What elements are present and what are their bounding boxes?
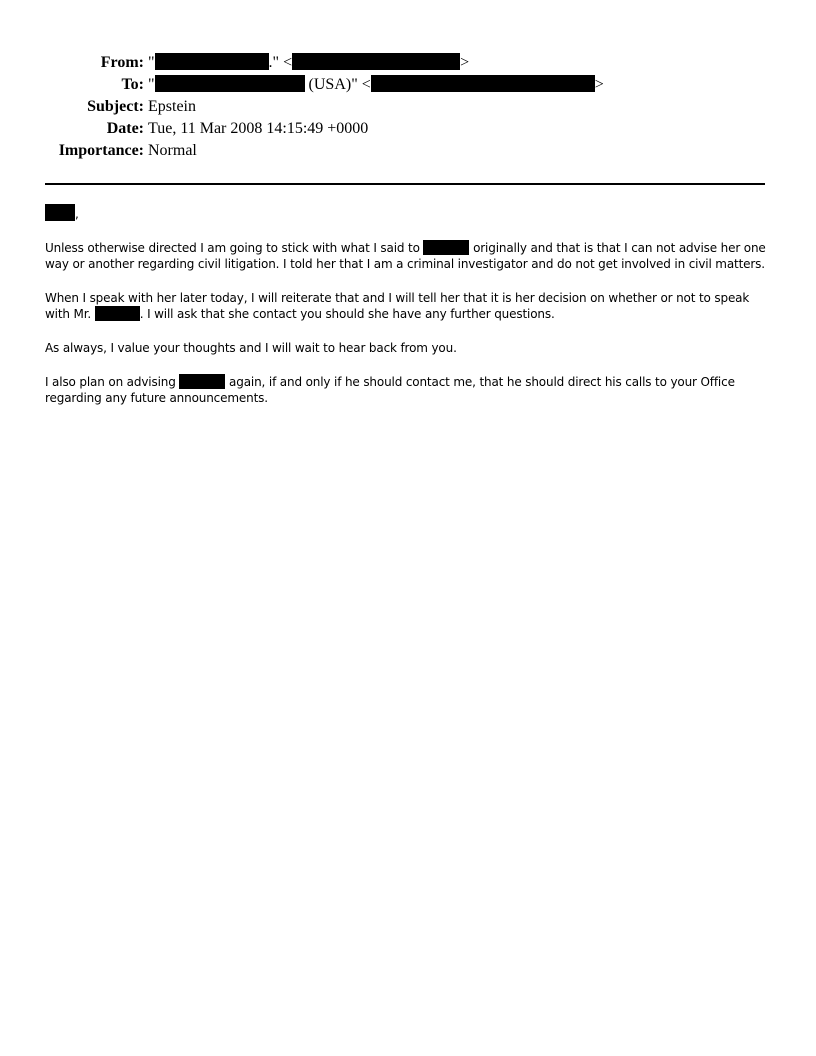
to-end: > xyxy=(594,76,604,93)
importance-row xyxy=(0,140,816,162)
greeting xyxy=(45,204,773,222)
greeting-comma: , xyxy=(75,207,79,221)
to-row xyxy=(0,74,816,96)
from-quote: " xyxy=(148,54,155,71)
to-label: To: xyxy=(121,76,144,93)
p4-text-b: again, if and only if he should contact me, that he should direct his calls to your Office regarding any future announcements. xyxy=(45,375,735,405)
subject-row xyxy=(0,96,816,118)
p2-text-a: When I speak with her later today, I will reiterate that and I will tell her that it is her decision on whether or not to speak with Mr. xyxy=(45,291,750,321)
redaction-block xyxy=(45,204,75,221)
p1-text-b: originally and that is that I can not advise her one way or another regarding civil litigation. I told her that I am a criminal investigator and do not get involved in civil matters. xyxy=(45,241,766,271)
redaction-block xyxy=(95,306,140,321)
redaction-block xyxy=(292,53,460,70)
p2-text-b: . I will ask that she contact you should she have any further questions. xyxy=(139,307,555,321)
from-label: From: xyxy=(100,54,144,71)
paragraph-1 xyxy=(45,240,773,272)
paragraph-4 xyxy=(45,374,773,406)
from-mid: ." < xyxy=(268,54,293,71)
date-row xyxy=(0,118,816,140)
from-end: > xyxy=(460,54,470,71)
redaction-block xyxy=(371,75,595,92)
to-value xyxy=(148,74,604,96)
subject-value: Epstein xyxy=(148,98,196,115)
redaction-block xyxy=(423,240,469,255)
email-header xyxy=(0,52,816,162)
header-divider xyxy=(45,183,765,185)
importance-value: Normal xyxy=(148,142,197,159)
p4-text-a: I also plan on advising xyxy=(45,375,180,389)
from-value xyxy=(148,52,469,74)
paragraph-3: As always, I value your thoughts and I will wait to hear back from you. xyxy=(45,341,457,355)
subject-label: Subject: xyxy=(87,98,144,115)
date-value: Tue, 11 Mar 2008 14:15:49 +0000 xyxy=(148,120,369,137)
to-mid: (USA)" < xyxy=(304,76,371,93)
redaction-block xyxy=(179,374,225,389)
redaction-block xyxy=(155,75,305,92)
paragraph-2 xyxy=(45,290,773,322)
to-quote: " xyxy=(148,76,155,93)
email-body xyxy=(45,204,773,424)
date-label: Date: xyxy=(106,120,144,137)
from-row xyxy=(0,52,816,74)
importance-label: Importance: xyxy=(58,142,144,159)
redaction-block xyxy=(155,53,269,70)
p1-text-a: Unless otherwise directed I am going to stick with what I said to xyxy=(45,241,424,255)
